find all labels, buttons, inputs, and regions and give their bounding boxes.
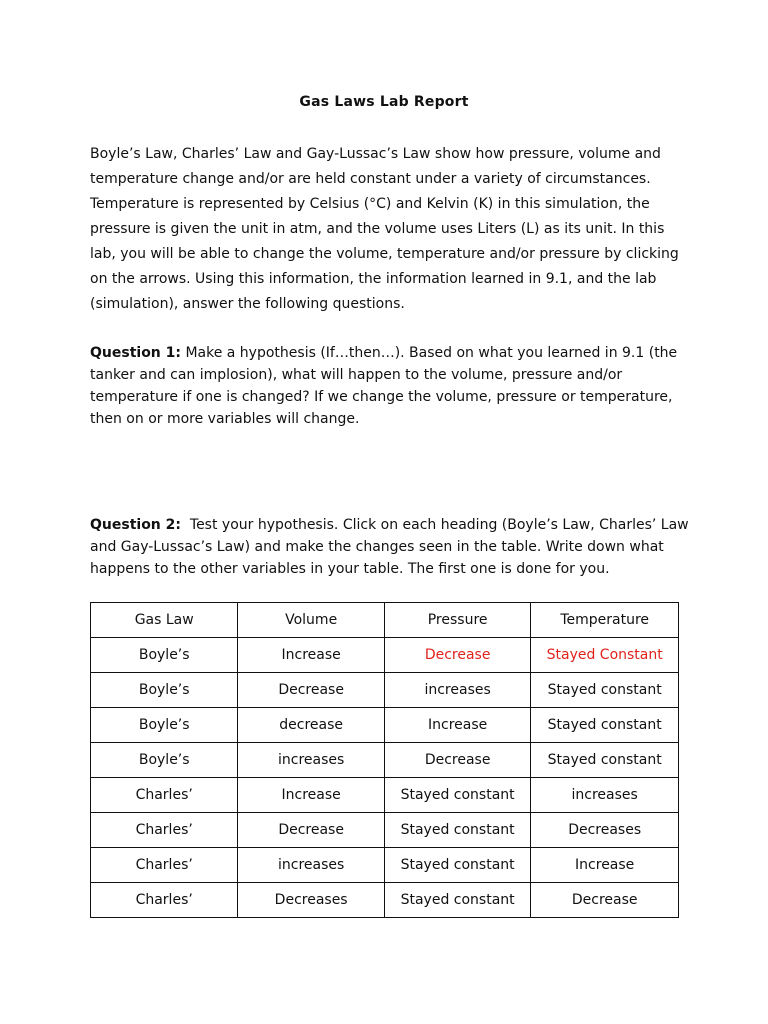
table-row: [91, 883, 679, 918]
question-1: [90, 342, 690, 430]
cell-temperature-example: Stayed Constant: [531, 638, 679, 673]
cell-pressure: Stayed constant: [384, 848, 530, 883]
cell-temperature: Decrease: [531, 883, 679, 918]
cell-gas-law: Charles’: [91, 778, 238, 813]
table-row: [91, 743, 679, 778]
cell-pressure-example: Decrease: [384, 638, 530, 673]
table-row: [91, 638, 679, 673]
cell-gas-law: Boyle’s: [91, 743, 238, 778]
cell-temperature: Stayed constant: [531, 708, 679, 743]
cell-pressure: Increase: [384, 708, 530, 743]
cell-temperature: Decreases: [531, 813, 679, 848]
question-1-text: Make a hypothesis (If…then…). Based on what you learned in 9.1 (the tanker and can implosion), what will happen to the volume, pressure and/or temperature if one is changed? If we change the volume, pressure or temperature, then on or more variables will change.: [90, 345, 678, 427]
cell-volume: increases: [238, 848, 385, 883]
table-row: [91, 673, 679, 708]
cell-gas-law: Boyle’s: [91, 673, 238, 708]
question-2: [90, 514, 694, 580]
table-header-row: [91, 603, 679, 638]
header-gas-law: Gas Law: [91, 603, 238, 638]
cell-gas-law: Boyle’s: [91, 708, 238, 743]
table-row: [91, 708, 679, 743]
cell-gas-law: Charles’: [91, 848, 238, 883]
cell-pressure: Decrease: [384, 743, 530, 778]
cell-temperature: increases: [531, 778, 679, 813]
intro-paragraph: Boyle’s Law, Charles’ Law and Gay-Lussac’s Law show how pressure, volume and temperature change and/or are held constant under a variety of circumstances. Temperature is represented by Celsius (°C) and Kelvin (K) in this simulation, the pressure is given the unit in atm, and the volume uses Liters (L) as its unit. In this lab, you will be able to change the volume, temperature and/or pressure by clicking on the arrows. Using this information, the information learned in 9.1, and the lab (simulation), answer the following questions.: [90, 146, 679, 312]
cell-gas-law: Charles’: [91, 813, 238, 848]
table-row: [91, 778, 679, 813]
cell-temperature: Stayed constant: [531, 673, 679, 708]
cell-volume: Decreases: [238, 883, 385, 918]
cell-volume: Decrease: [238, 813, 385, 848]
cell-volume: increases: [238, 743, 385, 778]
cell-volume: Decrease: [238, 673, 385, 708]
cell-temperature: Stayed constant: [531, 743, 679, 778]
cell-gas-law: Boyle’s: [91, 638, 238, 673]
header-volume: Volume: [238, 603, 385, 638]
question-1-label: Question 1:: [90, 345, 181, 361]
table-row: [91, 848, 679, 883]
page-title: Gas Laws Lab Report: [299, 94, 469, 110]
cell-volume: Increase: [238, 638, 385, 673]
cell-pressure: Stayed constant: [384, 813, 530, 848]
header-temperature: Temperature: [531, 603, 679, 638]
cell-volume: Increase: [238, 778, 385, 813]
cell-pressure: Stayed constant: [384, 883, 530, 918]
table-row: [91, 813, 679, 848]
cell-temperature: Increase: [531, 848, 679, 883]
cell-pressure: Stayed constant: [384, 778, 530, 813]
cell-pressure: increases: [384, 673, 530, 708]
cell-volume: decrease: [238, 708, 385, 743]
cell-gas-law: Charles’: [91, 883, 238, 918]
header-pressure: Pressure: [384, 603, 530, 638]
question-2-text: Test your hypothesis. Click on each heading (Boyle’s Law, Charles’ Law and Gay-Lussac’s Law) and make the changes seen in the table. Write down what happens to the other variables in your table. The first one is done for you.: [90, 517, 694, 577]
question-2-label: Question 2:: [90, 517, 181, 533]
gas-law-table: [90, 602, 679, 918]
